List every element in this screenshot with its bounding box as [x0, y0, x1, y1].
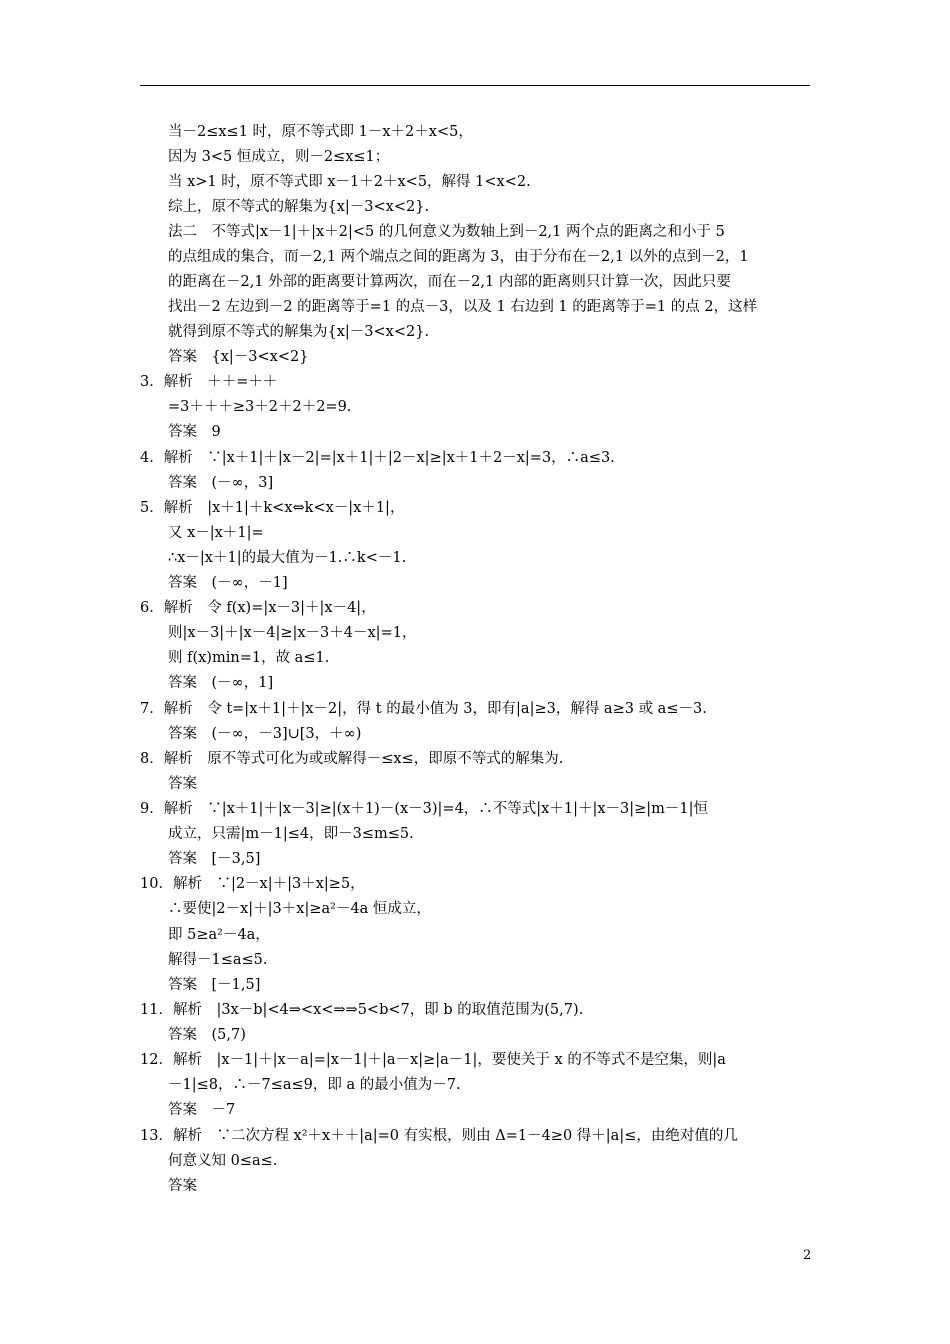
answer-line: 答案 {x|－3<x<2}	[168, 349, 309, 365]
text-line: 当 x>1 时，原不等式即 x－1＋2＋x<5，解得 1<x<2.	[168, 174, 531, 190]
problem-line: 4．解析 ∵|x＋1|＋|x－2|=|x＋1|＋|2－x|≥|x＋1＋2－x|=3，∴a≤3.	[140, 450, 615, 466]
text-line: 当－2≤x≤1 时，原不等式即 1－x＋2＋x<5，	[168, 124, 473, 140]
text-line: 成立，只需|m－1|≤4，即－3≤m≤5.	[168, 826, 414, 842]
answer-line: 答案	[168, 776, 197, 792]
answer-line: 答案 (－∞，3]	[168, 475, 274, 491]
answer-line: 答案 (5,7)	[168, 1027, 246, 1043]
problem-line: 12．解析 |x－1|＋|x－a|=|x－1|＋|a－x|≥|a－1|，要使关于 x 的不等式不是空集，则|a	[140, 1052, 726, 1068]
text-line: 的点组成的集合，而－2,1 两个端点之间的距离为 3，由于分布在－2,1 以外的点到－2，1	[168, 249, 749, 265]
answer-line: 答案 (－∞，－1]	[168, 575, 288, 591]
text-line: 则 f(x)min=1，故 a≤1.	[168, 650, 330, 666]
answer-line: 答案 [－3,5]	[168, 851, 261, 867]
answer-line: 答案 (－∞，－3]∪[3，＋∞)	[168, 726, 362, 742]
text-line: ∴x－|x＋1|的最大值为－1.∴k<－1.	[168, 550, 407, 566]
text-line: 因为 3<5 恒成立，则－2≤x≤1；	[168, 149, 390, 165]
page-number: 2	[803, 1248, 812, 1263]
problem-line: 6．解析 令 f(x)=|x－3|＋|x－4|，	[140, 600, 376, 616]
text-line: =3＋＋＋≥3＋2＋2＋2=9.	[168, 399, 352, 415]
problem-line: 5．解析 |x＋1|＋k<x⇔k<x－|x＋1|，	[140, 500, 405, 516]
answer-line: 答案	[168, 1178, 197, 1194]
text-line: 即 5≥a²－4a，	[168, 927, 270, 943]
problem-line: 13．解析 ∵二次方程 x²＋x＋＋|a|=0 有实根，则由 Δ=1－4≥0 得＋|a|≤，由绝对值的几	[140, 1128, 738, 1144]
answer-line: 答案 (－∞，1]	[168, 675, 274, 691]
header-rule	[140, 85, 810, 86]
text-line: 就得到原不等式的解集为{x|－3<x<2}.	[168, 324, 430, 340]
text-line: ∴要使|2－x|＋|3＋x|≥a²－4a 恒成立，	[168, 901, 431, 917]
answer-line: 答案 －7	[168, 1102, 236, 1118]
text-line: 法二 不等式|x－1|＋|x＋2|<5 的几何意义为数轴上到－2,1 两个点的距离之和小于 5	[168, 224, 725, 240]
answer-line: 答案 [－1,5]	[168, 977, 261, 993]
problem-line: 7．解析 令 t=|x＋1|＋|x－2|，得 t 的最小值为 3，即有|a|≥3，解得 a≥3 或 a≤－3.	[140, 701, 707, 717]
text-line: 则|x－3|＋|x－4|≥|x－3＋4－x|=1，	[168, 625, 417, 641]
problem-line: 8．解析 原不等式可化为或或解得－≤x≤，即原不等式的解集为.	[140, 751, 564, 767]
text-line: －1|≤8，∴－7≤a≤9，即 a 的最小值为－7.	[168, 1077, 461, 1093]
text-line: 何意义知 0≤a≤.	[168, 1153, 278, 1169]
text-line: 综上，原不等式的解集为{x|－3<x<2}.	[168, 199, 430, 215]
text-line: 又 x－|x＋1|=	[168, 525, 264, 541]
text-line: 解得－1≤a≤5.	[168, 952, 268, 968]
problem-line: 11．解析 |3x－b|<4⇒<x<⇒⇒5<b<7，即 b 的取值范围为(5,7).	[140, 1002, 584, 1018]
problem-line: 3．解析 ＋＋=＋＋	[140, 374, 278, 390]
answer-line: 答案 9	[168, 424, 221, 440]
text-line: 找出－2 左边到－2 的距离等于=1 的点－3，以及 1 右边到 1 的距离等于=1 的点 2，这样	[168, 299, 758, 315]
problem-line: 9．解析 ∵|x＋1|＋|x－3|≥|(x＋1)－(x－3)|=4，∴不等式|x＋1|＋|x－3|≥|m－1|恒	[140, 801, 709, 817]
text-line: 的距离在－2,1 外部的距离要计算两次，而在－2,1 内部的距离则只计算一次，因此只要	[168, 274, 731, 290]
problem-line: 10．解析 ∵|2－x|＋|3＋x|≥5，	[140, 876, 365, 892]
